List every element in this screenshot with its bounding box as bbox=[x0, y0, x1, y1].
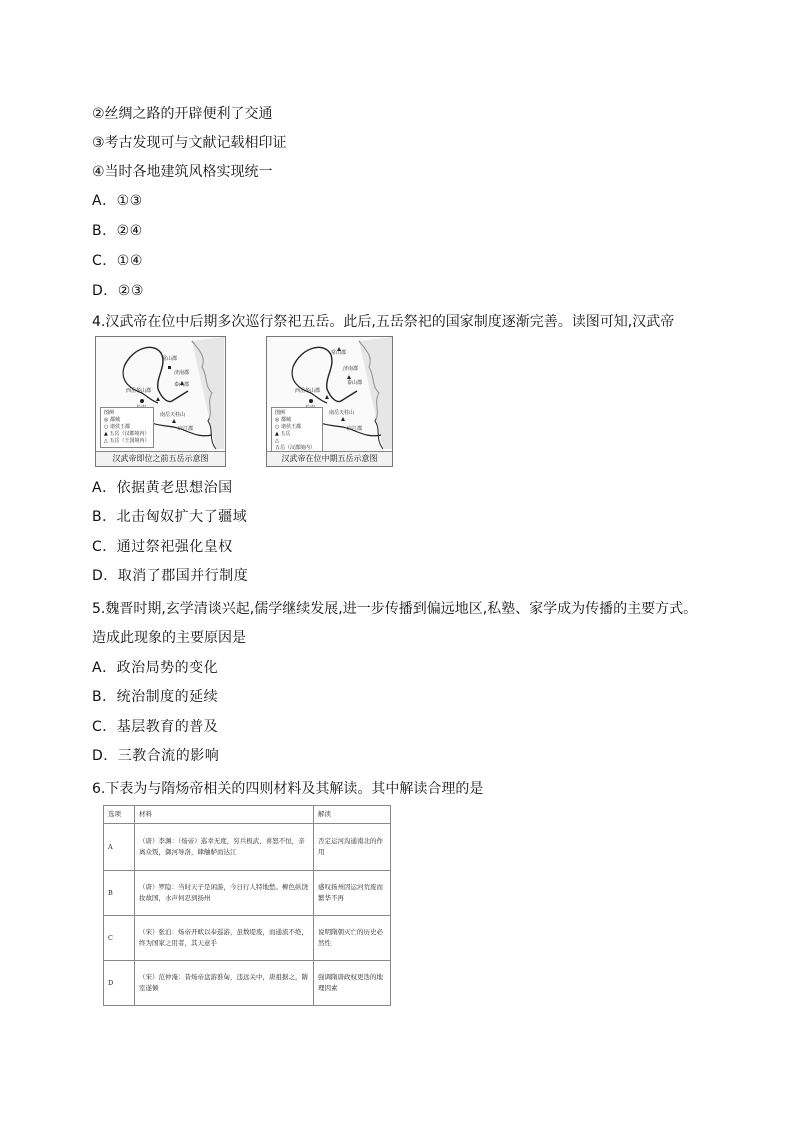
q5-stem-line1: 5.魏晋时期,玄学清谈兴起,儒学继续发展,进一步传播到偏远地区,私塾、家学成为传播的主要方式。 bbox=[92, 601, 698, 617]
q4-option-b: B．北击匈奴扩大了疆域 bbox=[92, 509, 248, 525]
table-cell-interpretation: 说明隋朝灭亡的历史必然性 bbox=[314, 916, 391, 961]
q3-item-3: ③考古发现可与文献记载相印证 bbox=[92, 135, 287, 151]
q6-stem: 6.下表为与隋炀帝相关的四则材料及其解读。其中解读合理的是 bbox=[92, 781, 484, 797]
q3-option-b: B．②④ bbox=[92, 223, 143, 239]
table-cell-option: A bbox=[104, 824, 135, 871]
map1-label-jinan: 济南郡 bbox=[174, 370, 190, 376]
map1-label-tianzhushan: 南岳天柱山 bbox=[160, 412, 186, 418]
table-cell-interpretation: 否定运河沟通南北的作用 bbox=[314, 824, 391, 871]
map1-label-taishan: 泰山郡 bbox=[174, 382, 190, 388]
table-header-row bbox=[104, 806, 391, 824]
q5-stem-line2: 造成此现象的主要原因是 bbox=[92, 630, 246, 646]
map2-label-lujiang: 庐江郡 bbox=[347, 426, 363, 432]
table-header-interpretation: 解读 bbox=[314, 806, 391, 824]
table-header-option: 选项 bbox=[104, 806, 135, 824]
table-row bbox=[104, 961, 391, 1006]
q3-option-c: C．①④ bbox=[92, 253, 143, 269]
table-cell-material: （唐）李渊：（炀帝）巡幸无度，穷兵极武，喜怒不恒，亲离众叛，御河导洛，肆舳舻而达江 bbox=[135, 824, 314, 871]
map2-label-changshan: 常山郡 bbox=[331, 350, 347, 356]
table-header-material: 材料 bbox=[135, 806, 314, 824]
table-cell-material: （唐）罗隐：当时天子是闲游，今日行人特地愁。柳色纵饶妆故国，水声何忍到扬州 bbox=[135, 871, 314, 916]
table-row bbox=[104, 871, 391, 916]
map2-label-huashan: 西岳华山郡 bbox=[295, 388, 321, 394]
table-cell-option: D bbox=[104, 961, 135, 1006]
map2-legend: 图例 ◎ 都城 ○ 诸侯王都 ▲ 五岳 △ 五岳（汉郡境内） bbox=[271, 407, 323, 455]
q4-option-c: C．通过祭祀强化皇权 bbox=[92, 539, 233, 555]
q5-option-c: C．基层教育的普及 bbox=[92, 719, 219, 735]
map2-label-jinan: 济南郡 bbox=[343, 366, 359, 372]
table-cell-material: （宋）张泊：炀帝开畎以奉巡游，虽数堤废，而通流不绝，终为国家之用者，其天意乎 bbox=[135, 916, 314, 961]
map1-label-lujiang: 庐江郡 bbox=[178, 426, 194, 432]
table-cell-material: （宋）范仲淹：昔炀帝盘游淮甸，违远关中，唐祖据之，隋室遂倾 bbox=[135, 961, 314, 1006]
q4-option-a: A．依据黄老思想治国 bbox=[92, 480, 233, 496]
q6-table bbox=[103, 805, 391, 1006]
table-cell-option: C bbox=[104, 916, 135, 961]
map-before-accession bbox=[95, 336, 226, 467]
q3-option-d: D．②③ bbox=[92, 283, 144, 299]
map-mid-reign bbox=[266, 336, 393, 467]
q5-option-b: B．统治制度的延续 bbox=[92, 689, 219, 705]
map2-label-tianzhushan: 南岳天柱山 bbox=[329, 410, 355, 416]
map1-label-changshan: 常山郡 bbox=[162, 356, 178, 362]
table-row bbox=[104, 824, 391, 871]
table-cell-option: B bbox=[104, 871, 135, 916]
table-row bbox=[104, 916, 391, 961]
map2-label-taishan: 泰山郡 bbox=[347, 380, 363, 386]
map1-legend: 图例 ◎ 都城 ○ 诸侯王都 ▲ 五岳（汉郡境内） △ 五岳（王国境内） bbox=[100, 407, 154, 448]
map1-caption: 汉武帝即位之前五岳示意图 bbox=[96, 451, 225, 466]
q4-option-d: D．取消了郡国并行制度 bbox=[92, 568, 249, 584]
q5-option-a: A．政治局势的变化 bbox=[92, 660, 219, 676]
q5-option-d: D．三教合流的影响 bbox=[92, 748, 220, 764]
q3-item-2: ②丝绸之路的开辟便利了交通 bbox=[92, 106, 273, 122]
table-cell-interpretation: 强调隋唐政权更迭的地理因素 bbox=[314, 961, 391, 1006]
map1-label-huashan: 西岳华山郡 bbox=[126, 388, 152, 394]
table-cell-interpretation: 感叹扬州因运河荒废而繁华不再 bbox=[314, 871, 391, 916]
q4-stem: 4.汉武帝在位中后期多次巡行祭祀五岳。此后,五岳祭祀的国家制度逐渐完善。读图可知,汉武帝 bbox=[92, 314, 675, 330]
q3-option-a: A．①③ bbox=[92, 193, 143, 209]
map2-caption: 汉武帝在位中期五岳示意图 bbox=[267, 451, 392, 466]
q3-item-4: ④当时各地建筑风格实现统一 bbox=[92, 164, 273, 180]
